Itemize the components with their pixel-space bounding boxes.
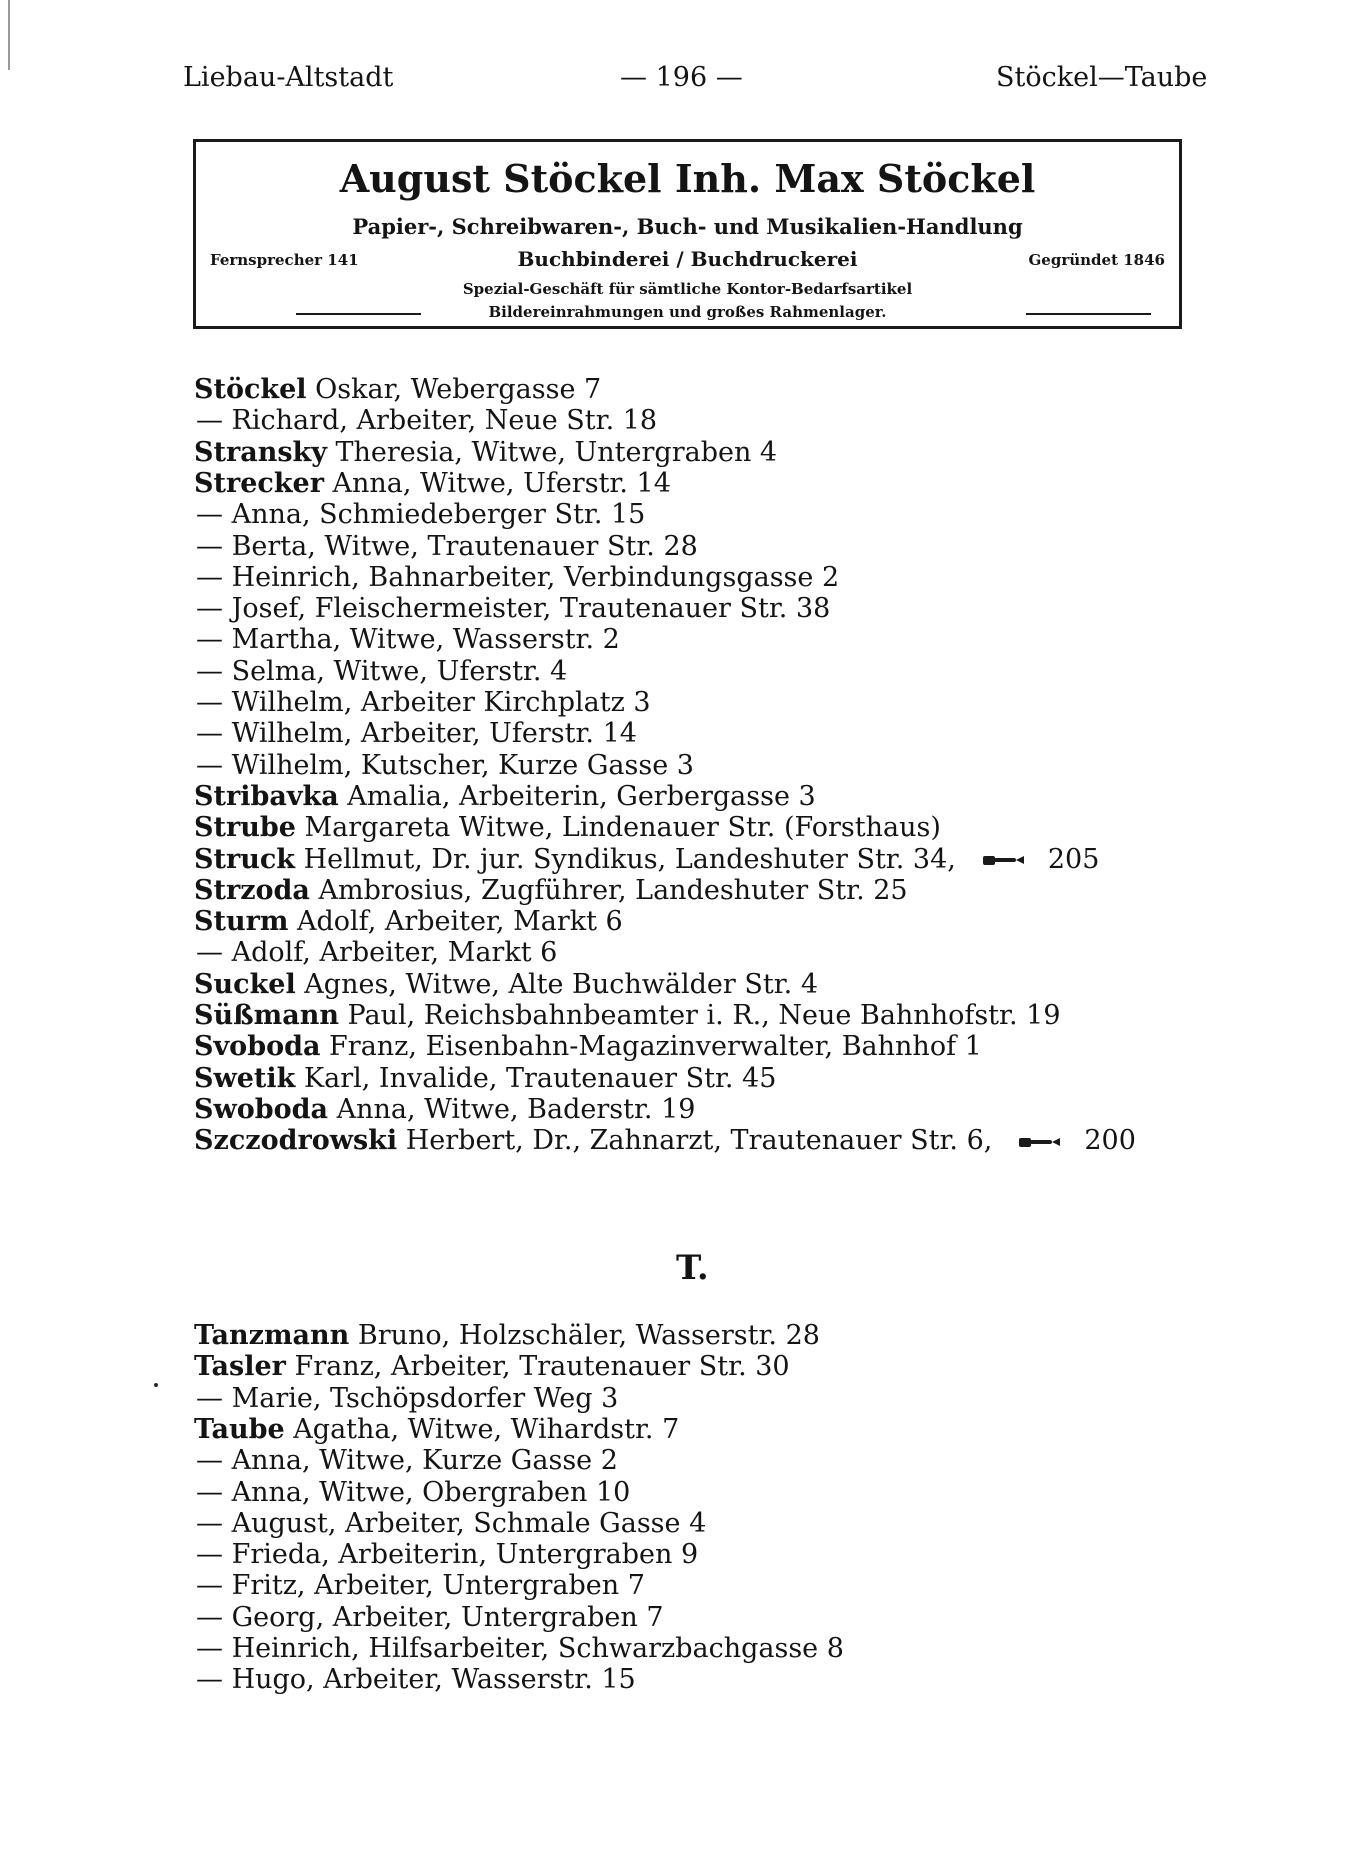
- directory-entry: [194, 844, 1099, 875]
- running-head-right: Stöckel—Taube: [996, 62, 1208, 93]
- entry-details: — Anna, Witwe, Obergraben 10: [196, 1476, 631, 1508]
- directory-entry: [196, 531, 698, 562]
- directory-entry: [194, 1414, 679, 1445]
- entry-details: Bruno, Holzschäler, Wasserstr. 28: [349, 1320, 820, 1351]
- directory-entry: [196, 1539, 698, 1570]
- entry-details: — Martha, Witwe, Wasserstr. 2: [196, 624, 620, 656]
- entry-details: — Wilhelm, Arbeiter Kirchplatz 3: [196, 687, 651, 718]
- telephone-hand-icon: [982, 852, 1026, 868]
- entry-details: — Wilhelm, Kutscher, Kurze Gasse 3: [196, 749, 694, 781]
- entry-details: — Heinrich, Bahnarbeiter, Verbindungsgasse 2: [196, 561, 840, 593]
- directory-entry: [194, 1320, 820, 1351]
- section-letter: T.: [676, 1248, 709, 1288]
- directory-entry: [194, 875, 908, 906]
- entry-details: Adolf, Arbeiter, Markt 6: [288, 906, 623, 938]
- entry-surname: Strube: [194, 812, 296, 844]
- directory-entry: [194, 906, 623, 937]
- entry-details: Hellmut, Dr. jur. Syndikus, Landeshuter Str. 34,: [294, 843, 956, 875]
- entry-surname: Süßmann: [194, 1000, 339, 1031]
- directory-entry: [194, 969, 818, 1000]
- entry-surname: Stöckel: [194, 374, 307, 405]
- page-number: — 196 —: [620, 62, 743, 93]
- entry-details: Franz, Arbeiter, Trautenauer Str. 30: [285, 1351, 790, 1383]
- entry-details: Agnes, Witwe, Alte Buchwälder Str. 4: [295, 968, 818, 1000]
- entry-details: — Hugo, Arbeiter, Wasserstr. 15: [196, 1664, 636, 1696]
- entry-surname: Strecker: [194, 467, 324, 499]
- entry-surname: Struck: [194, 843, 295, 875]
- entry-surname: Swoboda: [194, 1093, 329, 1125]
- entry-surname: Tasler: [194, 1351, 286, 1383]
- entry-details: Paul, Reichsbahnbeamter i. R., Neue Bahnhofstr. 19: [338, 1000, 1061, 1031]
- entry-surname: Sturm: [194, 906, 289, 938]
- directory-entry: [196, 562, 839, 593]
- directory-entry: [194, 1125, 1136, 1156]
- entry-details: — Frieda, Arbeiterin, Untergraben 9: [196, 1539, 699, 1571]
- ad-founded: Gegründet 1846: [1028, 251, 1165, 269]
- directory-entry: [196, 1664, 636, 1695]
- entry-surname: Svoboda: [194, 1031, 321, 1063]
- entry-details: — Anna, Schmiedeberger Str. 15: [196, 499, 646, 531]
- directory-entry: [194, 1063, 776, 1094]
- directory-entry: [196, 1445, 618, 1476]
- directory-entry: [194, 468, 671, 499]
- directory-entry: [196, 405, 657, 436]
- ad-frames-text: Bildereinrahmungen und großes Rahmenlager.: [488, 303, 887, 321]
- entry-details: Amalia, Arbeiterin, Gerbergasse 3: [338, 780, 816, 812]
- directory-entry: [196, 718, 637, 749]
- directory-entry: [194, 437, 777, 468]
- directory-entry: [196, 593, 830, 624]
- entry-surname: Szczodrowski: [194, 1125, 398, 1157]
- entry-surname: Taube: [194, 1413, 285, 1445]
- directory-entry: [196, 1383, 618, 1414]
- entry-details: — Wilhelm, Arbeiter, Uferstr. 14: [196, 718, 637, 750]
- entry-surname: Suckel: [194, 968, 296, 1000]
- ad-subtitle: Papier-, Schreibwaren-, Buch- und Musikalien-Handlung: [352, 214, 1023, 239]
- running-head-left: Liebau-Altstadt: [183, 62, 394, 93]
- entry-details: — Selma, Witwe, Uferstr. 4: [196, 655, 568, 687]
- entry-details: — Berta, Witwe, Trautenauer Str. 28: [196, 530, 698, 562]
- directory-entry: [196, 1508, 706, 1539]
- directory-entry: [196, 1602, 664, 1633]
- entry-details: Karl, Invalide, Trautenauer Str. 45: [295, 1062, 777, 1094]
- ad-phone: Fernsprecher 141: [210, 251, 359, 269]
- entry-details: Anna, Witwe, Uferstr. 14: [323, 467, 671, 499]
- directory-entry: [194, 374, 601, 405]
- entry-details: — August, Arbeiter, Schmale Gasse 4: [196, 1507, 707, 1539]
- directory-entry: [196, 656, 567, 687]
- entry-details: — Josef, Fleischermeister, Trautenauer Str. 38: [196, 593, 831, 625]
- entry-details: — Richard, Arbeiter, Neue Str. 18: [196, 405, 658, 437]
- entry-surname: Strzoda: [194, 874, 310, 906]
- entry-details: Anna, Witwe, Baderstr. 19: [328, 1093, 696, 1125]
- entry-details: Ambrosius, Zugführer, Landeshuter Str. 25: [309, 874, 908, 906]
- directory-entry: [194, 1031, 982, 1062]
- telephone-hand-icon: [1018, 1134, 1062, 1150]
- entry-details: Herbert, Dr., Zahnarzt, Trautenauer Str. 6,: [397, 1125, 993, 1157]
- entry-details: — Heinrich, Hilfsarbeiter, Schwarzbachgasse 8: [196, 1633, 844, 1664]
- directory-entry: [194, 812, 941, 843]
- entry-details: — Fritz, Arbeiter, Untergraben 7: [196, 1570, 645, 1602]
- stray-ink-mark: [154, 1383, 158, 1387]
- entry-details: — Adolf, Arbeiter, Markt 6: [196, 937, 558, 969]
- ad-title: August Stöckel Inh. Max Stöckel: [339, 156, 1036, 201]
- directory-entry: [196, 937, 557, 968]
- directory-entry: [196, 687, 651, 718]
- entry-details: Theresia, Witwe, Untergraben 4: [326, 436, 778, 468]
- directory-entry: [196, 624, 620, 655]
- directory-entry: [194, 1000, 1061, 1031]
- entry-details: Franz, Eisenbahn-Magazinverwalter, Bahnhof 1: [320, 1031, 982, 1063]
- entry-surname: Stransky: [194, 436, 327, 468]
- entry-details: Margareta Witwe, Lindenauer Str. (Forsthaus): [295, 812, 941, 844]
- directory-entry: [196, 499, 645, 530]
- directory-entry: [194, 781, 816, 812]
- directory-entry: [194, 1094, 695, 1125]
- ad-specialty: Spezial-Geschäft für sämtliche Kontor-Bedarfsartikel: [462, 280, 913, 298]
- directory-entry: [196, 1633, 844, 1664]
- entry-details: Agatha, Witwe, Wihardstr. 7: [284, 1413, 680, 1445]
- directory-entry: [196, 750, 694, 781]
- entry-details: — Marie, Tschöpsdorfer Weg 3: [196, 1382, 619, 1414]
- entry-phone-number: 205: [1047, 843, 1100, 875]
- directory-entry: [194, 1351, 790, 1382]
- directory-entry: [196, 1570, 645, 1601]
- entry-details: Oskar, Webergasse 7: [306, 374, 602, 405]
- entry-phone-number: 200: [1084, 1125, 1136, 1157]
- entry-surname: Stribavka: [194, 780, 339, 812]
- directory-entry: [196, 1477, 630, 1508]
- entry-surname: Tanzmann: [194, 1320, 350, 1351]
- ad-services: Buchbinderei / Buchdruckerei: [517, 247, 858, 271]
- entry-details: — Anna, Witwe, Kurze Gasse 2: [196, 1445, 618, 1477]
- entry-details: — Georg, Arbeiter, Untergraben 7: [196, 1601, 664, 1633]
- entry-surname: Swetik: [194, 1062, 296, 1094]
